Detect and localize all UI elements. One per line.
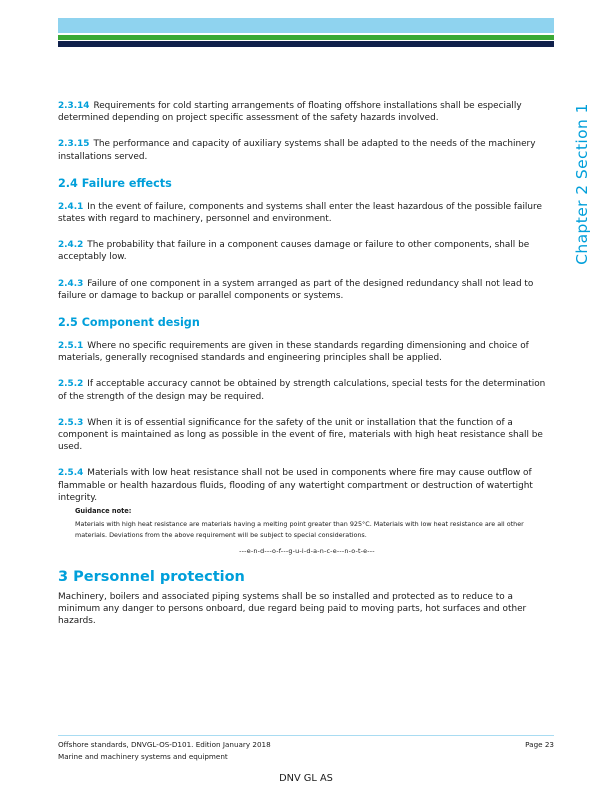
clause-text: The probability that failure in a component causes damage or failure to other components, shall be acceptably low. bbox=[58, 240, 530, 263]
paragraph-2-3-15 bbox=[58, 138, 556, 162]
clause-number: 2.3.15 bbox=[58, 139, 90, 150]
clause-text: Failure of one component in a system arranged as part of the designed redundancy shall not lead to failure or damage to backup or parallel components or systems. bbox=[58, 278, 534, 301]
paragraph-2-4-3 bbox=[58, 278, 556, 302]
paragraph-2-5-3 bbox=[58, 417, 556, 454]
paragraph-2-3-14 bbox=[58, 100, 556, 124]
footer-divider bbox=[58, 735, 554, 736]
clause-text: The performance and capacity of auxiliary systems shall be adapted to the needs of the machinery installations served. bbox=[58, 139, 536, 162]
heading-personnel-protection: 3 Personnel protection bbox=[58, 569, 245, 586]
heading-failure-effects: 2.4 Failure effects bbox=[58, 176, 172, 190]
guidance-note bbox=[75, 506, 556, 541]
clause-text: Where no specific requirements are given in these standards regarding dimensioning and choice of materials, generally recognised standards and engineering principles shall be applied. bbox=[58, 341, 529, 364]
clause-text: Materials with low heat resistance shall not be used in components where fire may cause outflow of flammable or health hazardous fluids, flooding of any watertight compartment or destruction of watertight integrity. bbox=[58, 468, 533, 503]
chapter-section-label bbox=[568, 96, 596, 272]
guidance-note-text: Materials with high heat resistance are materials having a melting point greater than 925°C. Materials with low heat resistance are all other materials. Deviations from the above requirement will be subject to special considerations. bbox=[75, 520, 524, 540]
chapter-section-text: Chapter 2 Section 1 bbox=[573, 103, 592, 265]
paragraph-2-5-2 bbox=[58, 378, 556, 402]
clause-number: 2.4.3 bbox=[58, 278, 84, 289]
clause-number: 2.3.14 bbox=[58, 101, 90, 111]
clause-number: 2.4.1 bbox=[58, 201, 84, 212]
clause-text: When it is of essential significance for the safety of the unit or installation that the function of a component is maintained as long as possible in the event of fire, materials with high heat resistance shall be used. bbox=[58, 417, 543, 453]
clause-text: Requirements for cold starting arrangements of floating offshore installations shall be especially determined depending on project specific assessment of the safety hazards involved. bbox=[58, 101, 522, 124]
paragraph-personnel-protection: Machinery, boilers and associated piping systems shall be so installed and protected as to reduce to a minimum any danger to persons onboard, due regard being paid to moving parts, hot surfaces and other hazards. bbox=[58, 592, 527, 627]
clause-text: If acceptable accuracy cannot be obtained by strength calculations, special tests for the determination of the strength of the design may be required. bbox=[58, 379, 546, 402]
clause-number: 2.5.4 bbox=[58, 468, 84, 479]
header-band-green bbox=[58, 35, 554, 40]
clause-number: 2.5.3 bbox=[58, 417, 84, 428]
heading-component-design: 2.5 Component design bbox=[58, 316, 200, 330]
paragraph-2-4-1 bbox=[58, 201, 556, 225]
end-of-guidance-note: ---e-n-d---o-f---g-u-i-d-a-n-c-e---n-o-t-e--- bbox=[239, 547, 375, 556]
paragraph-2-5-1 bbox=[58, 340, 556, 364]
footer-standard-title: Offshore standards, DNVGL-OS-D101. Edition January 2018 bbox=[58, 740, 271, 749]
paragraph-2-4-2 bbox=[58, 239, 556, 263]
guidance-note-title: Guidance note: bbox=[75, 507, 132, 516]
footer-subtitle: Marine and machinery systems and equipment bbox=[58, 751, 228, 761]
footer-document-info bbox=[58, 739, 271, 762]
paragraph-2-5-4 bbox=[58, 467, 556, 504]
header-band-navy bbox=[58, 41, 554, 47]
clause-number: 2.4.2 bbox=[58, 240, 84, 251]
clause-text: In the event of failure, components and systems shall enter the least hazardous of the possible failure states with regard to machinery, personnel and environment. bbox=[58, 201, 542, 225]
clause-number: 2.5.2 bbox=[58, 379, 84, 390]
document-body bbox=[58, 100, 556, 642]
page-number: Page 23 bbox=[525, 740, 554, 749]
company-name: DNV GL AS bbox=[279, 773, 333, 784]
header-band-light-blue bbox=[58, 18, 554, 33]
clause-number: 2.5.1 bbox=[58, 341, 84, 352]
